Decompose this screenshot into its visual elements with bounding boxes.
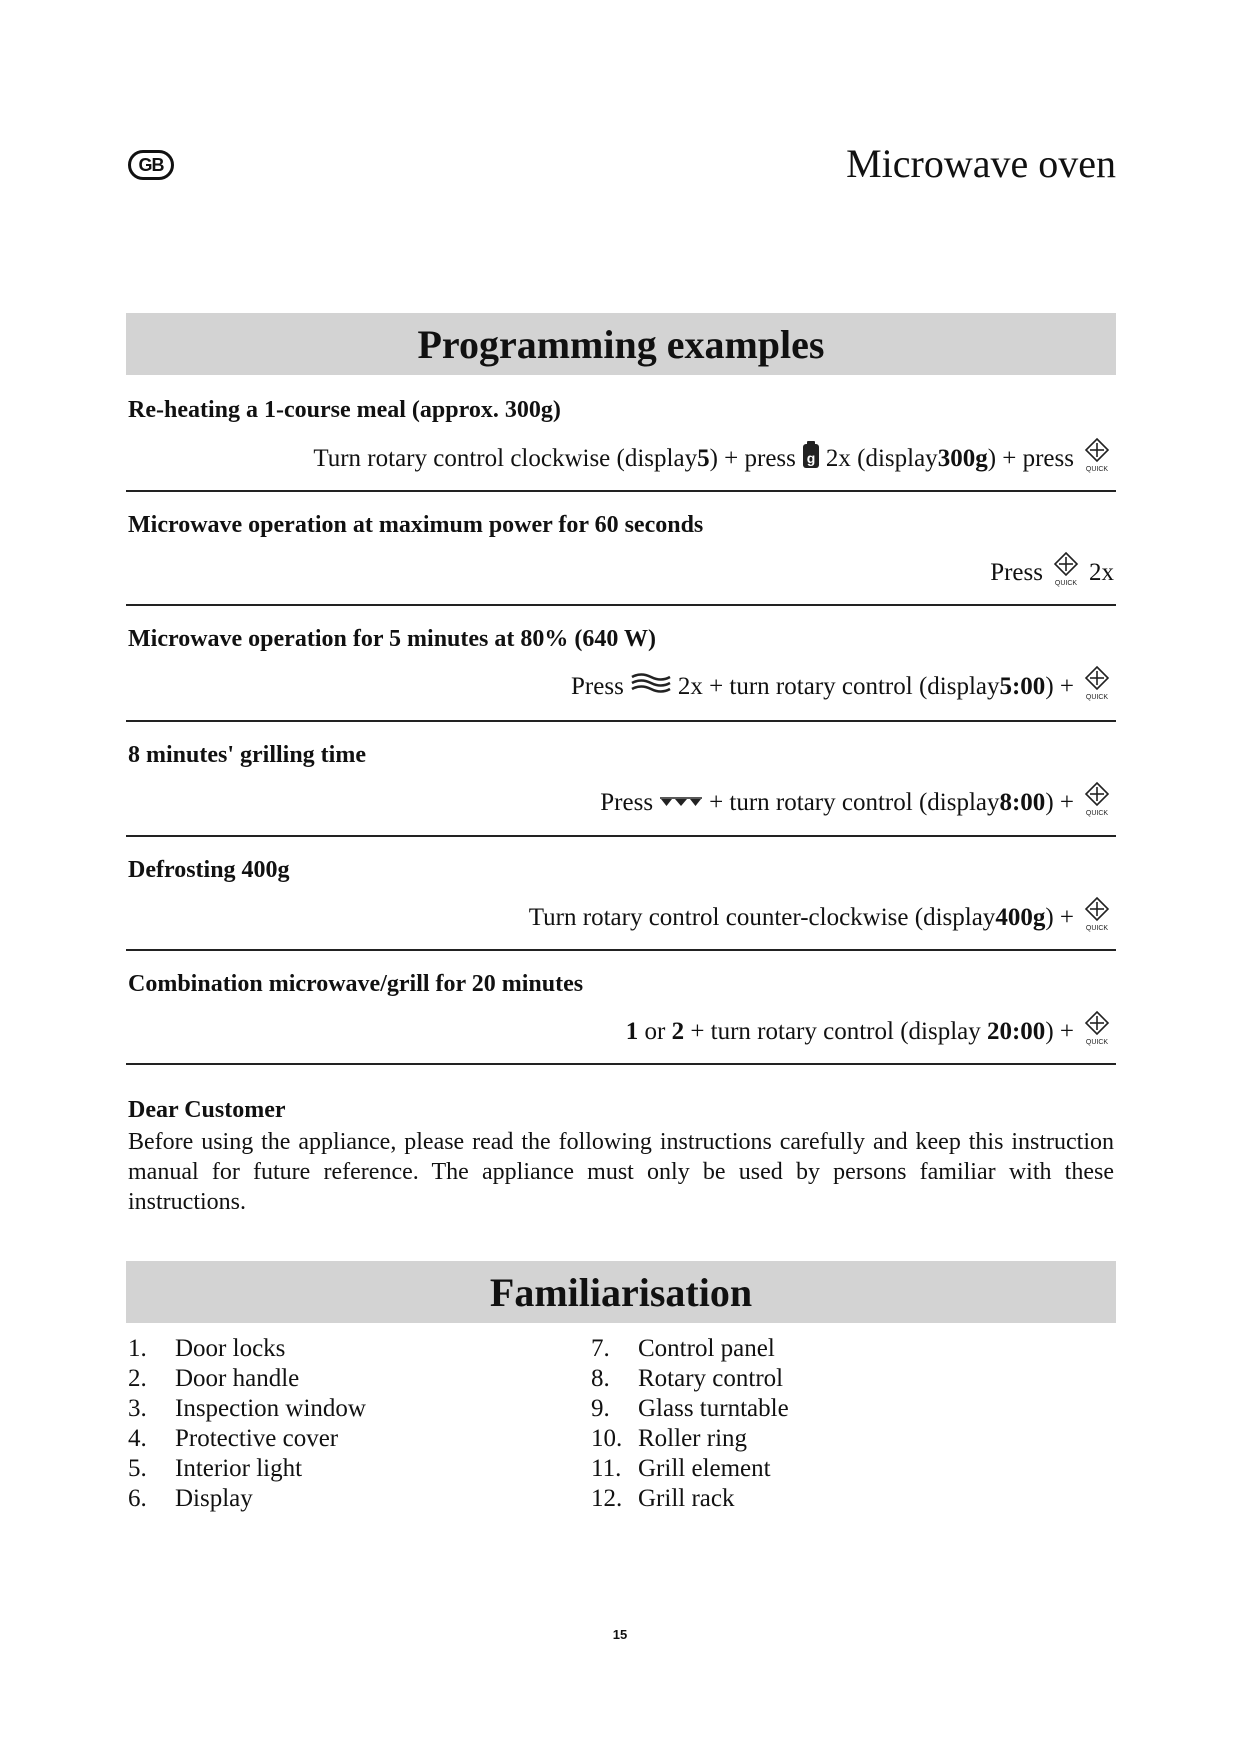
item-number: 12. — [591, 1485, 623, 1512]
item-number: 4. — [128, 1425, 147, 1452]
instruction-text: Turn rotary control clockwise (display — [313, 444, 698, 472]
item-number: 7. — [591, 1335, 610, 1362]
quick-start-icon — [1080, 896, 1114, 939]
svg-text:g: g — [806, 450, 816, 466]
instruction-text: ) + — [1045, 1017, 1074, 1045]
customer-body: Before using the appliance, please read the following instructions carefully and keep this instruction manual for future reference. The appliance must only be used by persons familiar with these instructions. — [128, 1129, 1114, 1215]
item-label: Inspection window — [175, 1395, 366, 1422]
instruction-text: ) + press — [709, 444, 796, 472]
instruction-text: Press — [990, 558, 1043, 586]
svg-text:QUICK: QUICK — [1085, 1039, 1109, 1046]
parts-list-right — [591, 1334, 789, 1514]
display-value: 8:00 — [999, 788, 1046, 816]
svg-text:QUICK: QUICK — [1054, 580, 1078, 587]
document-title: Microwave oven — [846, 141, 1116, 186]
display-value: 1 — [625, 1017, 639, 1045]
instruction-text: Turn rotary control counter-clockwise (display — [528, 903, 996, 931]
item-label: Display — [175, 1485, 253, 1512]
item-number: 1. — [128, 1335, 147, 1362]
example-instruction — [600, 781, 1114, 824]
instruction-text: + turn rotary control (display — [684, 1017, 987, 1045]
weight-button-icon — [802, 441, 820, 476]
item-number: 5. — [128, 1455, 147, 1482]
instruction-text: ) + — [1045, 903, 1074, 931]
display-value: 5:00 — [999, 672, 1046, 700]
example-instruction — [990, 551, 1114, 594]
quick-start-icon — [1080, 437, 1114, 480]
instruction-text: ) + press — [987, 444, 1074, 472]
instruction-text: + turn rotary control (display — [709, 788, 1000, 816]
svg-text:QUICK: QUICK — [1085, 925, 1109, 932]
list-item — [591, 1454, 789, 1484]
example-instruction — [529, 896, 1114, 939]
item-label: Protective cover — [175, 1425, 339, 1452]
example-80-percent — [126, 604, 1116, 722]
example-grilling — [126, 720, 1116, 837]
example-instruction — [313, 437, 1114, 480]
familiarisation-heading: Familiarisation — [126, 1261, 1116, 1323]
list-item — [128, 1484, 366, 1514]
display-value: 20:00 — [986, 1017, 1046, 1045]
svg-text:QUICK: QUICK — [1085, 810, 1109, 817]
display-value: 300g — [937, 444, 988, 472]
display-value: 400g — [995, 903, 1046, 931]
example-combination — [126, 949, 1116, 1065]
instruction-text: 2x + turn rotary control (display — [677, 672, 1000, 700]
example-title: 8 minutes' grilling time — [128, 742, 366, 768]
item-number: 9. — [591, 1395, 610, 1422]
example-title: Defrosting 400g — [128, 857, 290, 883]
list-item — [128, 1454, 366, 1484]
item-number: 6. — [128, 1485, 147, 1512]
example-instruction — [571, 665, 1114, 708]
item-label: Door handle — [175, 1365, 300, 1392]
page-number: 15 — [612, 1627, 628, 1642]
list-item — [128, 1424, 366, 1454]
display-value: 5 — [697, 444, 710, 472]
item-label: Control panel — [638, 1335, 775, 1362]
country-badge: GB — [128, 150, 174, 180]
instruction-text: 2x (display — [825, 444, 938, 472]
list-item — [128, 1364, 366, 1394]
item-number: 3. — [128, 1395, 147, 1422]
example-title: Microwave operation for 5 minutes at 80% (640 W) — [128, 626, 656, 652]
customer-title: Dear Customer — [128, 1097, 286, 1123]
list-item — [128, 1394, 366, 1424]
list-item — [591, 1364, 789, 1394]
item-number: 10. — [591, 1425, 623, 1452]
quick-start-icon — [1080, 781, 1114, 824]
svg-text:QUICK: QUICK — [1085, 466, 1109, 473]
item-label: Grill element — [638, 1455, 771, 1482]
list-item — [591, 1334, 789, 1364]
parts-list-left — [128, 1334, 366, 1514]
item-label: Roller ring — [638, 1425, 748, 1452]
example-title: Microwave operation at maximum power for 60 seconds — [128, 512, 704, 538]
item-number: 2. — [128, 1365, 147, 1392]
item-label: Interior light — [175, 1455, 303, 1482]
list-item — [591, 1424, 789, 1454]
instruction-text: 2x — [1089, 558, 1114, 586]
instruction-text: Press — [571, 672, 624, 700]
item-number: 8. — [591, 1365, 610, 1392]
list-item — [591, 1484, 789, 1514]
grill-icon — [659, 789, 703, 817]
instruction-text: Press — [600, 788, 654, 816]
quick-start-icon — [1080, 1010, 1114, 1053]
instruction-text: ) + — [1045, 672, 1074, 700]
instruction-text: ) + — [1045, 788, 1074, 816]
example-title: Re-heating a 1-course meal (approx. 300g) — [128, 397, 561, 423]
list-item — [128, 1334, 366, 1364]
display-value: 2 — [671, 1017, 685, 1045]
example-defrosting — [126, 835, 1116, 951]
item-label: Rotary control — [638, 1365, 784, 1392]
quick-start-icon — [1080, 665, 1114, 708]
item-label: Grill rack — [638, 1485, 735, 1512]
example-instruction — [626, 1010, 1114, 1053]
example-reheating — [126, 375, 1116, 492]
item-number: 11. — [591, 1455, 622, 1482]
list-item — [591, 1394, 789, 1424]
quick-start-icon — [1049, 551, 1083, 594]
instruction-text: or — [638, 1017, 672, 1045]
item-label: Door locks — [175, 1335, 286, 1362]
example-title: Combination microwave/grill for 20 minutes — [128, 971, 584, 997]
example-max-power — [126, 490, 1116, 606]
svg-text:QUICK: QUICK — [1085, 694, 1109, 701]
programming-examples-heading: Programming examples — [126, 313, 1116, 375]
item-label: Glass turntable — [638, 1395, 789, 1422]
microwave-power-icon — [630, 672, 672, 701]
